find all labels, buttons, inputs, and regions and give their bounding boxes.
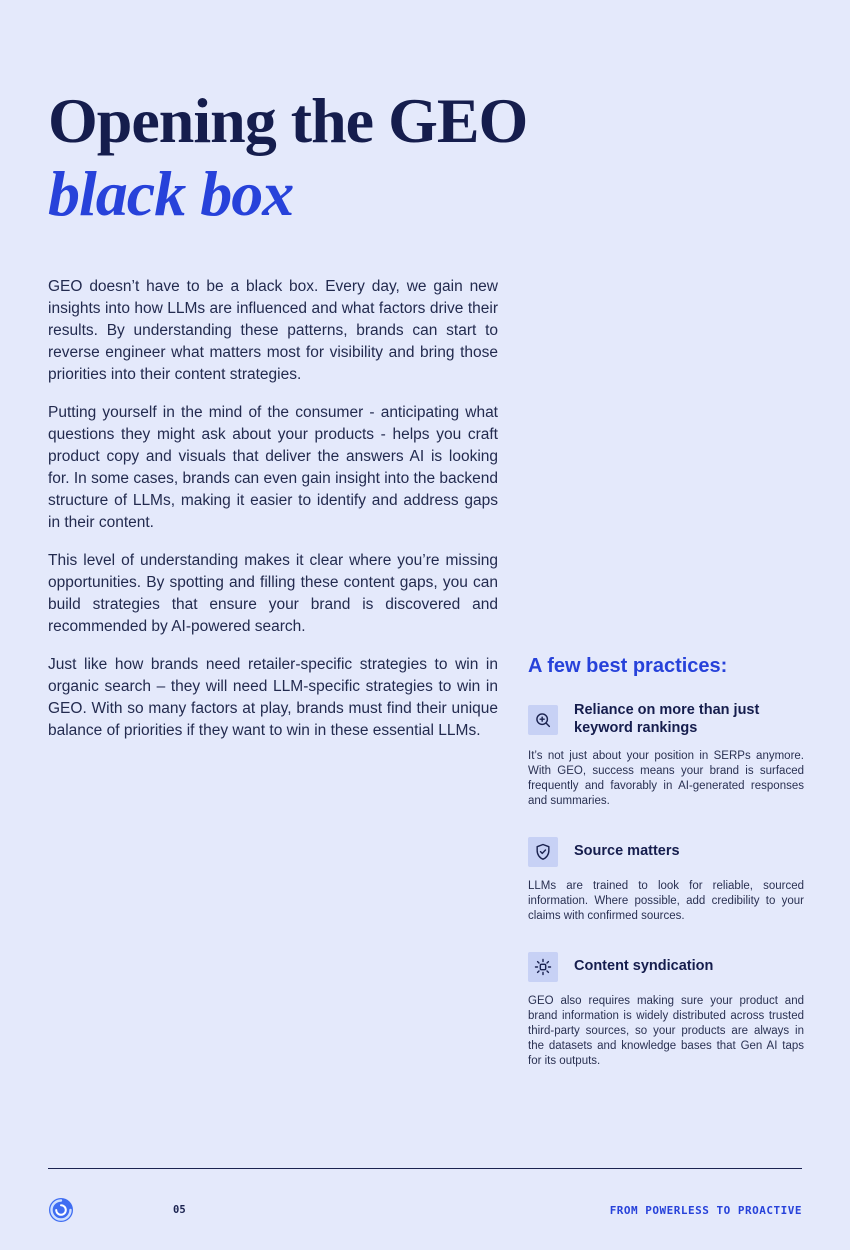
footer-divider — [48, 1168, 802, 1169]
paragraph: Just like how brands need retailer-specific strategies to win in organic search – they will need LLM-specific strategies to win in GEO. With so many factors at play, brands must find their unique balance of priorities if they want to win in these essential LLMs. — [48, 656, 498, 739]
page-title-line2: black box — [48, 158, 294, 229]
logo-icon — [48, 1197, 74, 1223]
best-practice-body: LLMs are trained to look for reliable, sourced information. Where possible, add credibility to your claims with confirmed sources. — [528, 880, 804, 922]
best-practice-title: Source matters — [574, 843, 680, 860]
best-practice-item — [528, 837, 804, 924]
body-copy — [48, 276, 498, 758]
footer-tagline: FROM POWERLESS TO PROACTIVE — [609, 1203, 802, 1217]
best-practice-body: GEO also requires making sure your product and brand information is widely distributed across trusted third-party sources, so your products are always in the datasets and knowledge bases that Gen AI taps for its outputs. — [528, 995, 804, 1067]
best-practices-panel — [528, 655, 804, 1097]
shield-check-icon — [528, 837, 558, 867]
best-practice-item — [528, 702, 804, 809]
best-practice-title: Content syndication — [574, 958, 714, 975]
paragraph: GEO doesn’t have to be a black box. Every day, we gain new insights into how LLMs are influenced and what factors drive their results. By understanding these patterns, brands can start to reverse engineer what matters most for visibility and bring those priorities into their content strategies. — [48, 278, 498, 383]
zoom-in-icon — [528, 705, 558, 735]
footer — [48, 1196, 802, 1224]
page-title — [48, 84, 748, 230]
page-number: 05 — [173, 1204, 186, 1216]
best-practices-heading: A few best practices: — [528, 655, 728, 677]
best-practice-title: Reliance on more than just keyword rankings — [574, 702, 760, 736]
syndication-icon — [528, 952, 558, 982]
page-title-line1: Opening the GEO — [48, 85, 528, 156]
best-practice-body: It’s not just about your position in SERPs anymore. With GEO, success means your brand is surfaced frequently and favorably in AI-generated responses and summaries. — [528, 750, 804, 807]
best-practice-item — [528, 952, 804, 1069]
paragraph: This level of understanding makes it clear where you’re missing opportunities. By spotting and filling these content gaps, you can build strategies that ensure your brand is discovered and recommended by AI-powered search. — [48, 552, 498, 635]
paragraph: Putting yourself in the mind of the consumer - anticipating what questions they might ask about your products - helps you craft product copy and visuals that deliver the answers AI is looking for. In some cases, brands can even gain insight into the backend structure of LLMs, making it easier to identify and address gaps in their content. — [48, 404, 498, 531]
